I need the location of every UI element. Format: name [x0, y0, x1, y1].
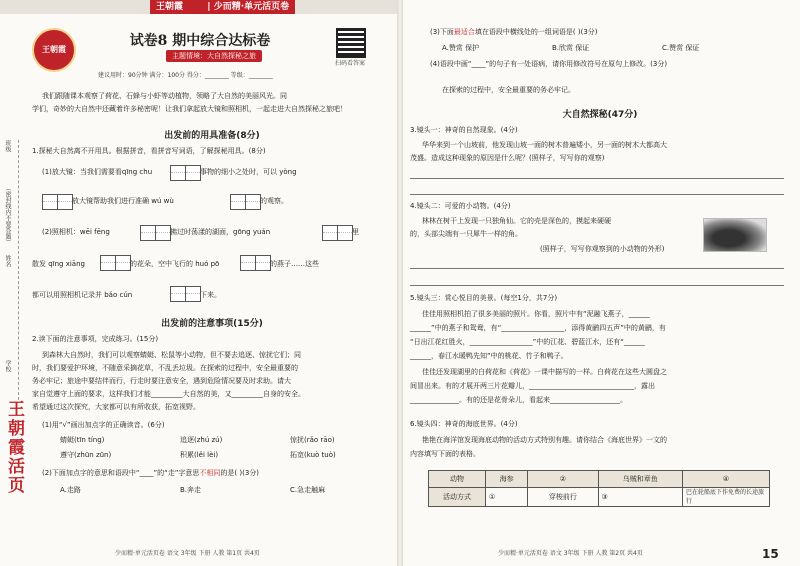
pinyin-choice-3[interactable]: 惊扰(rǎo rāo)	[290, 436, 335, 444]
q1-2-part-e: 的花朵，空中飞行的 huó pō	[130, 260, 220, 268]
page-number: 15	[762, 547, 779, 561]
q3-text-1: 华华来到一个山坡前，他发现山坡一面的树木普遍矮小，另一面的树木大都高大	[422, 141, 667, 149]
section-explore-heading: 大自然探秘(47分)	[562, 110, 638, 120]
question-4-prompt: 4.镜头二：可爱的小动物。(4分)	[410, 202, 511, 210]
answer-grid-qingchu[interactable]	[170, 165, 200, 181]
q4-answer-line-1[interactable]	[410, 268, 784, 269]
q4-text-1: 林林在树干上发现一只独角仙。它的壳是深色的，摸起来硬硬	[422, 217, 611, 225]
pinyin-choice-6[interactable]: 拓宽(kuò tuò)	[290, 451, 336, 459]
marine-animals-table	[428, 470, 770, 507]
q5-text-2: ______”中的燕子和鸳鸯，有“__________________，添得黄鹂四五声”中的黄鹂，有	[410, 324, 666, 332]
table-answer-cell[interactable]: ③	[598, 488, 682, 507]
binding-rail	[0, 140, 22, 566]
option-c[interactable]: C.急走触麻	[290, 486, 326, 494]
section-tools-heading: 出发前的用具准备(8分)	[164, 131, 260, 141]
question-2-prompt: 2.读下面的注意事项，完成练习。(15分)	[32, 335, 159, 343]
table-header-cell: 海参	[486, 471, 528, 488]
q1-2-part-f: 的燕子……这些	[270, 260, 319, 268]
passage-line-4: 家自觉遵守上面的要求，这样我们才能_________大自然的美，又_________自身的安全。	[32, 390, 305, 398]
q1-2-part-d: 散发 qīng xiāng	[32, 260, 85, 268]
rail-school-label: 学校	[4, 360, 11, 372]
answer-grid-weifeng[interactable]	[140, 225, 170, 241]
q4-hint: (照样子，写写你观察到的小动物的外形)	[540, 245, 665, 253]
q1-2-part-c: 里	[352, 228, 359, 236]
question-1-prompt: 1.探秘大自然离不开用具。根据拼音，看拼音写词语，了解探秘用具。(8分)	[32, 147, 266, 155]
pinyin-choice-5[interactable]: 积累(lěi lèi)	[180, 451, 219, 459]
qr-caption: 扫码看答案	[334, 60, 365, 67]
q1-2-part-b: 拂过时荡漾的湖面，gōng yuán	[170, 228, 271, 236]
table-cell: 巴在轮船底下作免费的长途旅行	[683, 488, 770, 507]
exam-meta: 建议用时：90分钟 满分：100分 得分：________ 等级：________	[98, 72, 273, 79]
q5-text-1: 佳佳用照相机拍了很多美丽的照片。你看，照片中有“泥融飞燕子，______	[422, 310, 650, 318]
table-answer-cell[interactable]: ④	[683, 471, 770, 488]
pinyin-choice-2[interactable]: 追逐(zhú zú)	[180, 436, 223, 444]
q4-answer-line-2[interactable]	[410, 285, 784, 286]
rail-name-label: 姓名	[4, 255, 11, 267]
rail-seal-note: （密封线内不要答题）	[4, 185, 11, 245]
passage-line-3: 务必牢记；旅途中要结伴而行，行走时要注意安全，遇到危险情况要及时求助。请大	[32, 377, 291, 385]
pinyin-choice-1[interactable]: 蜻蜓(tīn tíng)	[60, 436, 105, 444]
q5-text-4: ______，春江水暖鸭先知”中的桃花、竹子和鸭子。	[410, 352, 568, 360]
answer-grid-yong[interactable]	[42, 194, 72, 210]
table-header-cell: 乌贼和章鱼	[598, 471, 682, 488]
q1-2-part-g: 都可以用照相机记录并 bǎo cún	[32, 291, 133, 299]
theme-badge: 主题情境：大自然探秘之旅	[166, 50, 262, 62]
q3-text-2: 茂盛。造成这种现象的原因是什么呢？(照样子，写写你的观察)	[410, 154, 605, 162]
rail-class-label: 班级	[4, 140, 11, 152]
q2-2-prompt: (2)下面加点字的意思和语段中“____”的“走”字意思不相同的是( )(3分)	[42, 469, 260, 477]
q3-answer-line-1[interactable]	[410, 178, 784, 179]
q1-2-part-a: (2)照相机：wēi fēng	[42, 228, 110, 236]
publisher-logo: 王朝霞	[32, 28, 76, 72]
table-answer-cell[interactable]: ①	[486, 488, 528, 507]
q3-answer-line-2[interactable]	[410, 194, 784, 195]
q1-1-part-b: 事物的细小之处时，可以 yòng	[200, 168, 297, 176]
q2-3-option-c[interactable]: C.赞赏 保证	[662, 44, 700, 52]
answer-grid-qingxiang[interactable]	[100, 255, 130, 271]
option-b[interactable]: B.奔走	[180, 486, 202, 494]
passage-line-5: 希望通过这次探究，大家都可以有所收获，拓宽视野。	[32, 403, 200, 411]
q1-2-part-h: 下来。	[200, 291, 221, 299]
table-row	[429, 488, 770, 507]
q4-text-2: 的，头部尖端有一只犀牛一样的角。	[410, 230, 522, 238]
q2-3-option-b[interactable]: B.欣赏 保证	[552, 44, 590, 52]
rhinoceros-beetle-image	[703, 218, 767, 252]
q2-3-prompt: (3)下面最适合填在语段中横线处的一组词语是( )(3分)	[430, 28, 598, 36]
q6-text-2: 内容填写下面的表格。	[410, 450, 480, 458]
q2-3-option-a[interactable]: A.赞赏 保护	[442, 44, 480, 52]
q5-text-7: ______________。有的还是花骨朵儿，看起来____________________。	[410, 396, 627, 404]
question-3-prompt: 3.镜头一：神奇的自然现象。(4分)	[410, 126, 518, 134]
section-notes-heading: 出发前的注意事项(15分)	[161, 319, 263, 329]
passage-line-2: 时，我们要爱护环境，不随意采摘花草，不乱丢垃圾。在探索的过程中，安全最重要的	[32, 364, 298, 372]
q1-1-part-c: 放大镜帮助我们进行准确 wú wù	[72, 197, 174, 205]
q5-text-3: “日出江花红胜火，__________________”中的江花、碧蓝江水，还有“______	[410, 338, 645, 346]
intro-line-2: 学们，奇妙的大自然中还藏着许多秘密呢！让我们拿起放大镜和照相机，一起走进大自然探秘之旅吧！	[32, 105, 347, 113]
answer-grid-baocun[interactable]	[170, 286, 200, 302]
exam-title: 试卷8 期中综合达标卷	[129, 33, 271, 49]
passage-line-1: 到森林大自然时，我们可以观察蜻蜓、松鼠等小动物，但不要去追逐、惊扰它们；同	[42, 351, 301, 359]
table-header-cell: 活动方式	[429, 488, 486, 507]
q6-text-1: 艳艳在海洋馆发现海底动物的活动方式特别有趣。请你结合《海底世界》一文的	[422, 436, 667, 444]
q1-1-part-a: (1)放大镜：当我们需要看qīng chu	[42, 168, 153, 176]
table-answer-cell[interactable]: ②	[528, 471, 598, 488]
option-a[interactable]: A.走路	[60, 486, 81, 494]
q1-1-part-d: 的观察。	[260, 197, 288, 205]
question-6-prompt: 6.镜头四：神奇的海底世界。(4分)	[410, 420, 518, 428]
table-header-cell: 动物	[429, 471, 486, 488]
brand-tab: 王朝霞 活页 | 少而精·单元活页卷	[150, 0, 295, 14]
question-5-prompt: 5.镜头三：赏心悦目的美景。(每空1分，共7分)	[410, 294, 558, 302]
q5-text-5: 佳佳还发现湖里的白荷花和《荷花》一课中描写的一样。白荷花在这些大圆盘之	[422, 368, 667, 376]
answer-grid-wuwu[interactable]	[230, 194, 260, 210]
q2-1-prompt: (1)用“√”画出加点字的正确读音。(6分)	[42, 421, 165, 429]
q2-4-prompt: (4)语段中画“____”的句子有一处语病，请你用修改符号在原句上修改。(3分)	[430, 60, 668, 68]
left-footer: 少而精·单元活页卷 语文 3年级 下册 人教 第1页 共4页	[115, 550, 260, 557]
seal-line	[18, 140, 19, 400]
table-row	[429, 471, 770, 488]
table-cell: 穿梭前行	[528, 488, 598, 507]
q2-4-sentence[interactable]: 在探索的过程中，安全最重要的务必牢记。	[442, 86, 575, 94]
q5-text-6: 间冒出来。有的才展开两三片花瓣儿，______________________________，露出	[410, 382, 655, 390]
intro-line-1: 我们跟随课本观察了荷花、石蜂与小虾等动植物，领略了大自然的美丽风光。同	[42, 92, 287, 100]
vertical-brand: 王朝霞活页	[4, 400, 24, 495]
answer-grid-huopo[interactable]	[240, 255, 270, 271]
answer-grid-gongyuan[interactable]	[322, 225, 352, 241]
right-footer: 少而精·单元活页卷 语文 3年级 下册 人教 第2页 共4页	[498, 550, 643, 557]
pinyin-choice-4[interactable]: 遵守(zhūn zūn)	[60, 451, 112, 459]
